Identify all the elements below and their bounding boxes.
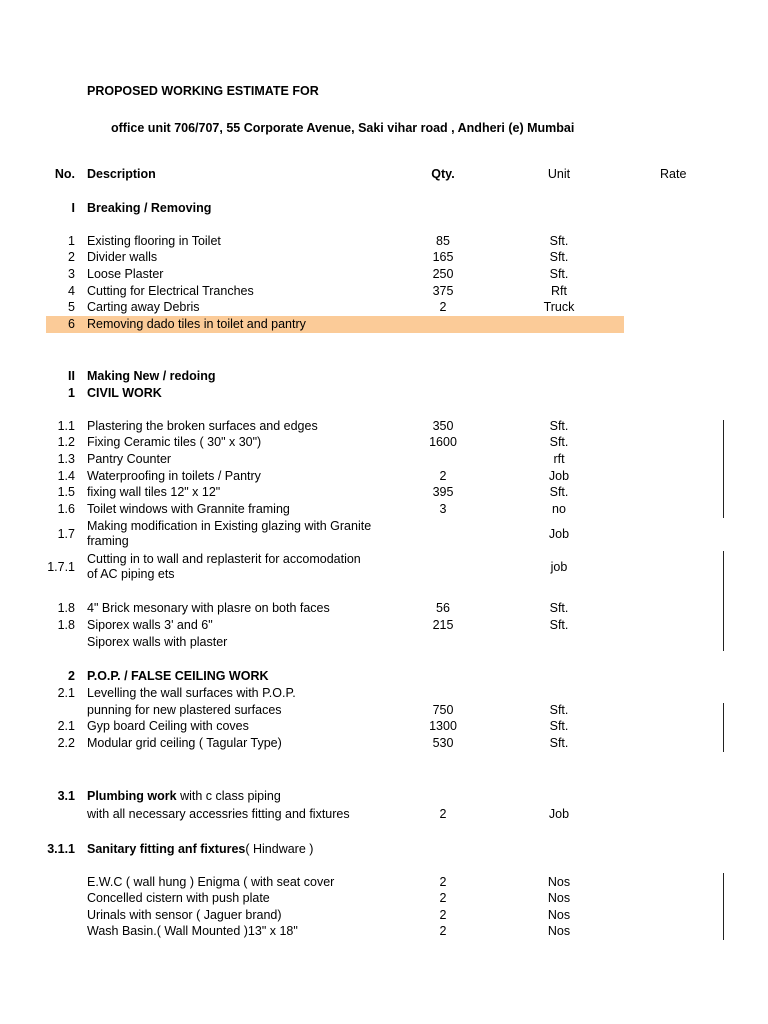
row-description: Levelling the wall surfaces with P.O.P. <box>87 686 296 700</box>
row-description: Waterproofing in toilets / Pantry <box>87 469 261 483</box>
row-description: Wash Basin.( Wall Mounted )13" x 18" <box>87 924 298 938</box>
row-unit: Sft. <box>549 618 569 632</box>
row-no: 1.3 <box>57 452 75 466</box>
row-description-line2: of AC piping ets <box>87 567 175 581</box>
row-unit: Nos <box>547 875 571 889</box>
row-unit: rft <box>553 452 565 466</box>
section-title: Breaking / Removing <box>87 201 212 215</box>
row-description: fixing wall tiles 12" x 12" <box>87 485 221 499</box>
row-qty: 2 <box>439 875 447 889</box>
row-qty: 350 <box>432 419 454 433</box>
row-unit: Sft. <box>549 601 569 615</box>
row-unit: Sft. <box>549 250 569 264</box>
row-qty: 85 <box>436 234 450 248</box>
row-no: 1.8 <box>57 601 75 615</box>
row-no: 1.5 <box>57 485 75 499</box>
row-unit: job <box>550 560 568 574</box>
row-no: 1.7 <box>57 527 75 541</box>
row-unit: Sft. <box>549 736 569 750</box>
section-number: II <box>68 369 75 383</box>
row-description: Fixing Ceramic tiles ( 30" x 30") <box>87 435 262 449</box>
row-no: 1.1 <box>57 419 75 433</box>
col-header-description: Description <box>87 167 156 181</box>
vertical-rule <box>723 873 724 940</box>
row-qty: 530 <box>432 736 454 750</box>
row-qty: 215 <box>432 618 454 632</box>
row-description: Urinals with sensor ( Jaguer brand) <box>87 908 282 922</box>
subsection-title <box>87 842 313 857</box>
row-unit: Sft. <box>549 719 569 733</box>
vertical-rule <box>723 551 724 651</box>
row-unit: no <box>552 502 566 516</box>
row-unit: Sft. <box>549 234 569 248</box>
col-header-qty: Qty. <box>431 167 455 181</box>
row-unit: Truck <box>543 300 575 314</box>
row-description: Modular grid ceiling ( Tagular Type) <box>87 736 282 750</box>
row-description: Gyp board Ceiling with coves <box>87 719 249 733</box>
row-no: 1.2 <box>57 435 75 449</box>
row-qty: 56 <box>436 601 450 615</box>
row-qty: 750 <box>432 703 454 717</box>
vertical-rule <box>723 420 724 518</box>
row-description-line2: framing <box>87 534 129 548</box>
col-header-rate: Rate <box>660 167 687 181</box>
row-no: 1.6 <box>57 502 75 516</box>
document-address: office unit 706/707, 55 Corporate Avenue, Saki vihar road , Andheri (e) Mumbai <box>111 121 575 135</box>
subsection-title <box>87 789 281 804</box>
row-description: Concelled cistern with push plate <box>87 891 270 905</box>
row-qty: 2 <box>439 300 447 314</box>
row-no: 1.7.1 <box>47 560 75 574</box>
subsection-title-bold: Sanitary fitting anf fixtures <box>87 842 246 856</box>
subsection-title: P.O.P. / FALSE CEILING WORK <box>87 669 269 683</box>
row-unit: Nos <box>547 908 571 922</box>
row-description-line1: Cutting in to wall and replasterit for accomodation <box>87 552 361 566</box>
row-unit: Sft. <box>549 703 569 717</box>
row-description-line1: Making modification in Existing glazing with Granite <box>87 519 372 533</box>
row-no: 5 <box>68 300 75 314</box>
vertical-rule <box>723 703 724 752</box>
subsection-number: 2 <box>68 669 75 683</box>
row-qty: 3 <box>439 502 447 516</box>
row-description: Removing dado tiles in toilet and pantry <box>87 317 306 331</box>
row-no: 1.4 <box>57 469 75 483</box>
subsection-title-rest: ( Hindware ) <box>245 842 314 856</box>
row-qty: 395 <box>432 485 454 499</box>
row-unit: Job <box>548 469 570 483</box>
row-qty: 1300 <box>429 719 457 733</box>
row-no: 3 <box>68 267 75 281</box>
row-no: 2 <box>68 250 75 264</box>
row-description: E.W.C ( wall hung ) Enigma ( with seat cover <box>87 875 335 889</box>
row-qty: 375 <box>432 284 454 298</box>
row-qty: 2 <box>439 924 447 938</box>
row-qty: 250 <box>432 267 454 281</box>
section-title: Making New / redoing <box>87 369 216 383</box>
row-unit: Job <box>548 527 570 541</box>
row-description: Siporex walls 3' and 6" <box>87 618 213 632</box>
row-unit: Sft. <box>549 485 569 499</box>
col-header-unit: Unit <box>547 167 571 181</box>
row-unit: Nos <box>547 891 571 905</box>
row-description: Divider walls <box>87 250 158 264</box>
row-no: 2.1 <box>57 719 75 733</box>
col-header-no: No. <box>54 167 75 181</box>
row-no: 4 <box>68 284 75 298</box>
subsection-number: 1 <box>68 386 75 400</box>
row-no: 2.2 <box>57 736 75 750</box>
row-description: Existing flooring in Toilet <box>87 234 221 248</box>
subsection-number: 3.1 <box>57 789 75 803</box>
row-unit: Job <box>548 807 570 821</box>
row-description: with all necessary accessries fitting and fixtures <box>87 807 350 821</box>
row-qty: 2 <box>439 891 447 905</box>
row-description: Pantry Counter <box>87 452 172 466</box>
row-description: Toilet windows with Grannite framing <box>87 502 290 516</box>
document-title: PROPOSED WORKING ESTIMATE FOR <box>87 84 319 98</box>
row-no: 6 <box>68 317 75 331</box>
subsection-title-rest: with c class piping <box>176 789 281 803</box>
row-no: 2.1 <box>57 686 75 700</box>
row-no: 1 <box>68 234 75 248</box>
subsection-title-bold: Plumbing work <box>87 789 177 803</box>
row-unit: Nos <box>547 924 571 938</box>
row-qty: 2 <box>439 908 447 922</box>
row-unit: Rft <box>551 284 567 298</box>
row-unit: Sft. <box>549 267 569 281</box>
row-description: 4" Brick mesonary with plasre on both faces <box>87 601 330 615</box>
section-number: I <box>71 201 75 215</box>
row-description: Siporex walls with plaster <box>87 635 228 649</box>
row-description: Plastering the broken surfaces and edges <box>87 419 318 433</box>
row-qty: 2 <box>439 807 447 821</box>
row-description: Cutting for Electrical Tranches <box>87 284 254 298</box>
row-qty: 2 <box>439 469 447 483</box>
subsection-number: 3.1.1 <box>47 842 75 856</box>
row-unit: Sft. <box>549 419 569 433</box>
row-description: Carting away Debris <box>87 300 200 314</box>
row-no: 1.8 <box>57 618 75 632</box>
row-description: Loose Plaster <box>87 267 164 281</box>
row-qty: 1600 <box>429 435 457 449</box>
row-qty: 165 <box>432 250 454 264</box>
subsection-title: CIVIL WORK <box>87 386 162 400</box>
row-unit: Sft. <box>549 435 569 449</box>
row-description: punning for new plastered surfaces <box>87 703 282 717</box>
